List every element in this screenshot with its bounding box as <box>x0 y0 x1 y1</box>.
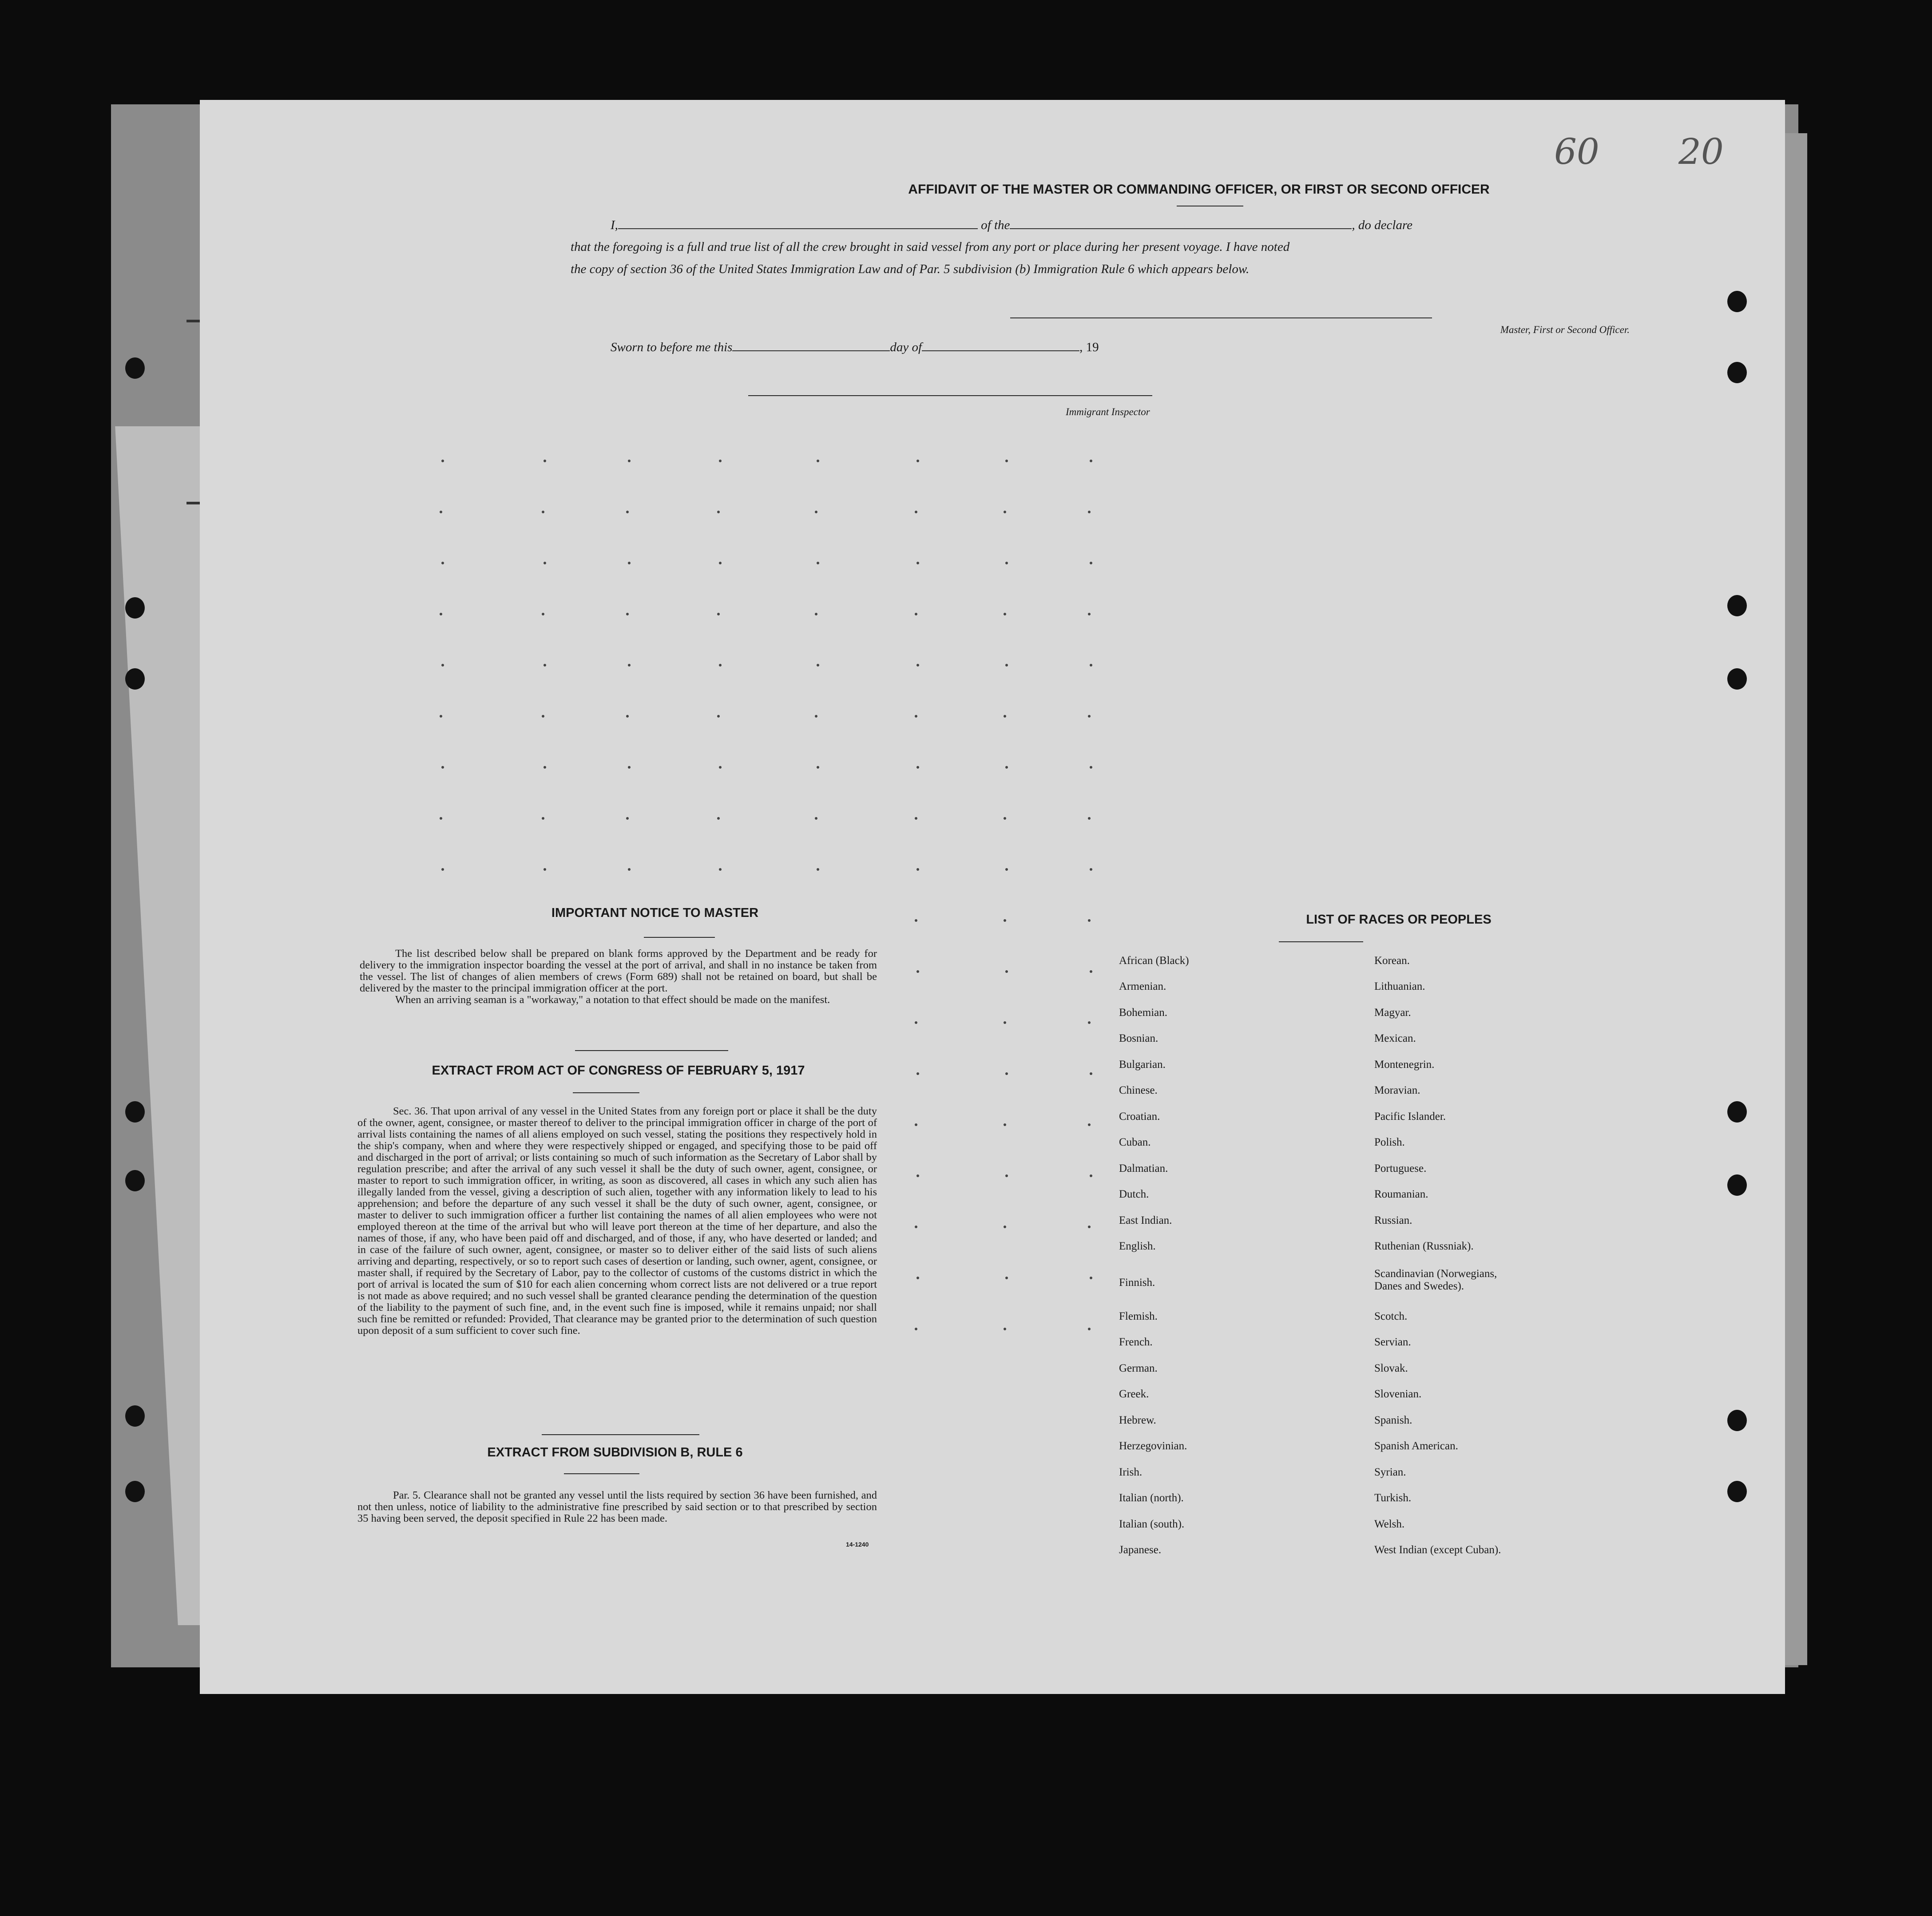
binder-hole <box>125 597 145 619</box>
race-item: Italian (south). <box>1119 1518 1185 1530</box>
grid-dot <box>717 511 720 513</box>
race-item: Bulgarian. <box>1119 1059 1166 1071</box>
grid-dot <box>916 664 919 666</box>
master-signature-label: Master, First or Second Officer. <box>1500 324 1630 335</box>
race-item: Chinese. <box>1119 1084 1158 1096</box>
grid-dot <box>1090 460 1092 462</box>
handwritten-page-number-left: 60 <box>1554 131 1599 172</box>
race-item: Bosnian. <box>1119 1032 1158 1044</box>
race-item: Slovak. <box>1374 1362 1408 1374</box>
grid-dot <box>626 715 629 718</box>
race-item: Ruthenian (Russniak). <box>1374 1240 1474 1252</box>
grid-dot <box>542 613 544 615</box>
race-item: French. <box>1119 1336 1153 1348</box>
notice-heading: IMPORTANT NOTICE TO MASTER <box>551 906 759 920</box>
grid-dot <box>1088 1328 1091 1330</box>
grid-dot <box>1005 868 1008 871</box>
race-item: Scandinavian (Norwegians, Danes and Swedes). <box>1374 1268 1497 1292</box>
sworn-year-label: , 19 <box>1079 340 1099 354</box>
grid-dot <box>817 562 819 564</box>
grid-dot <box>916 460 919 462</box>
grid-dot <box>1088 715 1091 718</box>
binder-hole <box>1727 668 1747 690</box>
notice-paragraph-2: When an arriving seaman is a "workaway," a notation to that effect should be made on the manifest. <box>395 994 830 1006</box>
grid-dot <box>1005 766 1008 769</box>
grid-dot <box>815 613 817 615</box>
grid-dot <box>1088 817 1091 820</box>
race-item: Finnish. <box>1119 1277 1155 1289</box>
grid-dot <box>1090 868 1092 871</box>
binder-hole <box>125 1405 145 1427</box>
grid-dot <box>1004 511 1006 513</box>
grid-dot <box>1005 562 1008 564</box>
race-item: Russian. <box>1374 1214 1412 1226</box>
declarant-label: I, <box>611 218 618 232</box>
grid-dot <box>626 511 629 513</box>
sworn-day-of-label: day of <box>890 340 922 354</box>
grid-dot <box>1004 817 1006 820</box>
grid-dot <box>1004 613 1006 615</box>
grid-dot <box>543 460 546 462</box>
race-item: Pacific Islander. <box>1374 1111 1446 1123</box>
vessel-name-field[interactable] <box>1010 218 1352 229</box>
grid-dot <box>626 613 629 615</box>
grid-dot <box>1090 562 1092 564</box>
grid-dot <box>543 664 546 666</box>
race-item: German. <box>1119 1362 1158 1374</box>
declare-label: , do declare <box>1352 218 1413 232</box>
race-item: Bohemian. <box>1119 1007 1168 1019</box>
grid-dot <box>915 817 917 820</box>
grid-dot <box>628 766 631 769</box>
race-item: Hebrew. <box>1119 1414 1156 1426</box>
grid-dot <box>441 562 444 564</box>
grid-dot <box>717 613 720 615</box>
grid-dot <box>915 1226 917 1228</box>
binder-hole <box>1727 362 1747 383</box>
grid-dot <box>915 1123 917 1126</box>
extract-rule-body <box>357 1490 877 1524</box>
race-item: Japanese. <box>1119 1544 1162 1556</box>
grid-dot <box>1004 1226 1006 1228</box>
binder-hole <box>1727 291 1747 312</box>
notice-heading-underline <box>644 937 715 938</box>
affidavit-text-line-2: that the foregoing is a full and true list of all the crew brought in said vessel from any port or place during her present voyage. I have noted <box>571 240 1290 254</box>
race-item: Irish. <box>1119 1466 1143 1478</box>
grid-dot <box>817 460 819 462</box>
race-item: Dalmatian. <box>1119 1162 1168 1174</box>
binder-hole <box>125 668 145 690</box>
grid-dot <box>1088 919 1091 922</box>
grid-dot <box>916 1277 919 1279</box>
races-heading-underline <box>1279 941 1363 942</box>
section-divider <box>575 1050 728 1051</box>
grid-dot <box>441 460 444 462</box>
grid-dot <box>626 817 629 820</box>
race-item: Magyar. <box>1374 1007 1411 1019</box>
grid-dot <box>1088 1226 1091 1228</box>
grid-dot <box>1005 1072 1008 1075</box>
grid-dot <box>1004 1021 1006 1024</box>
grid-dot <box>1090 766 1092 769</box>
race-item: Herzegovinian. <box>1119 1440 1187 1452</box>
grid-dot <box>815 715 817 718</box>
race-item: Croatian. <box>1119 1111 1160 1123</box>
race-item: East Indian. <box>1119 1214 1172 1226</box>
extract-rule-heading: EXTRACT FROM SUBDIVISION B, RULE 6 <box>487 1445 743 1460</box>
race-item: Servian. <box>1374 1336 1411 1348</box>
race-item: Korean. <box>1374 955 1410 967</box>
grid-dot <box>916 868 919 871</box>
sworn-day-field[interactable] <box>732 340 890 351</box>
grid-dot <box>916 1174 919 1177</box>
notice-paragraph-1: The list described below shall be prepared on blank forms approved by the Department and be ready for delivery to the immigration inspector boarding the vessel at the port of arrival, and shall in no instance be taken from the vessel. The list of changes of alien members of crews (Form 689) shall not be retained on board, but shall be delivered by the master to the principal immigration officer at the port. <box>360 948 877 994</box>
race-item: Portuguese. <box>1374 1162 1427 1174</box>
vessel-label: of the <box>981 218 1010 232</box>
grid-dot <box>915 1328 917 1330</box>
binder-hole <box>1727 1410 1747 1431</box>
grid-dot <box>440 511 442 513</box>
grid-dot <box>543 868 546 871</box>
race-item: Polish. <box>1374 1136 1405 1148</box>
binder-hole <box>1727 595 1747 616</box>
grid-dot <box>1088 1021 1091 1024</box>
grid-dot <box>717 817 720 820</box>
race-item: Scotch. <box>1374 1310 1408 1322</box>
grid-dot <box>1088 613 1091 615</box>
grid-dot <box>628 460 631 462</box>
grid-dot <box>440 613 442 615</box>
race-item: Lithuanian. <box>1374 980 1425 992</box>
race-item: Greek. <box>1119 1388 1149 1400</box>
grid-dot <box>719 868 722 871</box>
affidavit-title: AFFIDAVIT OF THE MASTER OR COMMANDING OFFICER, OR FIRST OR SECOND OFFICER <box>908 182 1490 197</box>
grid-dot <box>440 715 442 718</box>
grid-dot <box>1005 664 1008 666</box>
race-item: Slovenian. <box>1374 1388 1422 1400</box>
grid-dot <box>1088 1123 1091 1126</box>
grid-dot <box>1090 1072 1092 1075</box>
grid-dot <box>1005 460 1008 462</box>
race-item: Syrian. <box>1374 1466 1406 1478</box>
grid-dot <box>628 562 631 564</box>
race-item: English. <box>1119 1240 1156 1252</box>
race-item: Cuban. <box>1119 1136 1151 1148</box>
grid-dot <box>1005 1174 1008 1177</box>
handwritten-page-number-right: 20 <box>1678 131 1724 172</box>
grid-dot <box>1090 1174 1092 1177</box>
grid-dot <box>915 613 917 615</box>
grid-dot <box>817 868 819 871</box>
binder-hole <box>1727 1174 1747 1196</box>
grid-dot <box>542 511 544 513</box>
inspector-label: Immigrant Inspector <box>1066 406 1150 417</box>
binder-hole <box>1727 1101 1747 1123</box>
grid-dot <box>628 664 631 666</box>
race-item: Welsh. <box>1374 1518 1405 1530</box>
grid-dot <box>543 766 546 769</box>
grid-dot <box>817 766 819 769</box>
grid-dot <box>915 715 917 718</box>
extract-act-heading: EXTRACT FROM ACT OF CONGRESS OF FEBRUARY 5, 1917 <box>432 1063 805 1078</box>
binder-hole <box>1727 1481 1747 1502</box>
race-item: Moravian. <box>1374 1084 1420 1096</box>
race-item: Flemish. <box>1119 1310 1158 1322</box>
race-item: West Indian (except Cuban). <box>1374 1544 1501 1556</box>
affidavit-text-line-3: the copy of section 36 of the United States Immigration Law and of Par. 5 subdivision (b) Immigration Rule 6 which appears below. <box>571 262 1250 276</box>
grid-dot <box>1005 1277 1008 1279</box>
binder-hole <box>125 357 145 379</box>
binder-hole <box>125 1101 145 1123</box>
grid-dot <box>916 562 919 564</box>
grid-dot <box>1090 970 1092 973</box>
grid-dot <box>1004 919 1006 922</box>
grid-dot <box>441 868 444 871</box>
grid-dot <box>1090 1277 1092 1279</box>
race-item: Armenian. <box>1119 980 1166 992</box>
grid-dot <box>441 664 444 666</box>
race-item: African (Black) <box>1119 955 1189 967</box>
binder-hole <box>125 1170 145 1191</box>
form-number: 14-1240 <box>846 1541 869 1548</box>
declarant-name-field[interactable] <box>618 218 978 229</box>
grid-dot <box>543 562 546 564</box>
race-item: Dutch. <box>1119 1188 1149 1200</box>
grid-dot <box>719 766 722 769</box>
grid-dot <box>915 511 917 513</box>
manifest-page <box>200 100 1785 1694</box>
sworn-prefix: Sworn to before me this <box>611 340 733 354</box>
grid-dot <box>915 919 917 922</box>
sworn-month-field[interactable] <box>922 340 1079 351</box>
grid-dot <box>719 664 722 666</box>
grid-dot <box>815 817 817 820</box>
grid-dot <box>440 817 442 820</box>
grid-dot <box>719 562 722 564</box>
grid-dot <box>542 817 544 820</box>
extract-act-heading-underline <box>573 1092 639 1093</box>
grid-dot <box>815 511 817 513</box>
grid-dot <box>1004 1123 1006 1126</box>
sworn-line <box>611 340 1099 355</box>
race-item: Spanish American. <box>1374 1440 1458 1452</box>
extract-rule-heading-underline <box>564 1473 639 1474</box>
race-item: Mexican. <box>1374 1032 1416 1044</box>
master-signature-line[interactable] <box>1010 317 1432 318</box>
extract-act-body <box>357 1106 877 1337</box>
grid-dot <box>916 1072 919 1075</box>
inspector-signature-line[interactable] <box>748 395 1152 396</box>
grid-dot <box>441 766 444 769</box>
binder-hole <box>125 1481 145 1502</box>
grid-dot <box>916 970 919 973</box>
affidavit-declaration-line <box>611 218 1641 233</box>
grid-dot <box>916 766 919 769</box>
grid-dot <box>1005 970 1008 973</box>
par-5-text: Par. 5. Clearance shall not be granted any vessel until the lists required by section 36 have been furnished, and not then unless, notice of liability to the administrative fine prescribed by said section or to that prescribed by section 35 having been served, the deposit specified in Rule 22 has been made. <box>357 1489 877 1524</box>
race-item: Turkish. <box>1374 1492 1412 1504</box>
grid-dot <box>817 664 819 666</box>
grid-dot <box>542 715 544 718</box>
grid-dot <box>628 868 631 871</box>
grid-dot <box>1088 511 1091 513</box>
races-heading: LIST OF RACES OR PEOPLES <box>1306 912 1492 927</box>
grid-dot <box>717 715 720 718</box>
section-36-text: Sec. 36. That upon arrival of any vessel in the United States from any foreign port or place it shall be the duty of the owner, agent, consignee, or master thereof to deliver to the principal immigration officer in charge of the port of arrival lists containing the names of all aliens employed on such vessel, stating the positions they respectively hold in the ship's company, when and where they were respectively shipped or engaged, and specifying those to be paid off and discharged in the port of arrival; or lists containing so much of such information as the Secretary of Labor shall by regulation prescribe; and after the arrival of any such vessel it shall be the duty of such owner, agent, consignee, or master to report to such immigration officer, in writing, as soon as discovered, all cases in which any such alien has illegally landed from the vessel, giving a description of such alien, together with any information likely to lead to his apprehension; and before the departure of any such vessel it shall be the duty of such owner, agent, consignee, or master to deliver to such immigration officer a further list containing the names of all alien employees who were not employed thereon at the time of the arrival but who will leave port thereon at the time of her departure, and also the names of those, if any, who have been paid off and discharged, and of those, if any, who have deserted or landed; and in case of the failure of such owner, agent, consignee, or master so to deliver either of the said lists of such aliens arriving and departing, respectively, or so to report such cases of desertion or landing, such owner, agent, consignee, or master shall, if required by the Secretary of Labor, pay to the collector of customs of the customs district in which the port of arrival is located the sum of $10 for each alien concerning whom correct lists are not delivered or a true report is not made as above required; and no such vessel shall be granted clearance pending the determination of the question of the liability to the payment of such fine, and, in the event such fine is imposed, while it remains unpaid; nor shall such fine be remitted or refunded: Provided, That clearance may be granted prior to the determination of such question upon deposit of a sum sufficient to cover such fine. <box>357 1105 877 1337</box>
grid-dot <box>1004 1328 1006 1330</box>
race-item: Montenegrin. <box>1374 1059 1435 1071</box>
grid-dot <box>1090 664 1092 666</box>
grid-dot <box>915 1021 917 1024</box>
race-item: Italian (north). <box>1119 1492 1184 1504</box>
notice-body <box>360 948 877 1006</box>
grid-dot <box>1004 715 1006 718</box>
grid-dot <box>719 460 722 462</box>
race-item: Roumanian. <box>1374 1188 1428 1200</box>
race-item: Spanish. <box>1374 1414 1412 1426</box>
section-divider <box>542 1434 699 1435</box>
